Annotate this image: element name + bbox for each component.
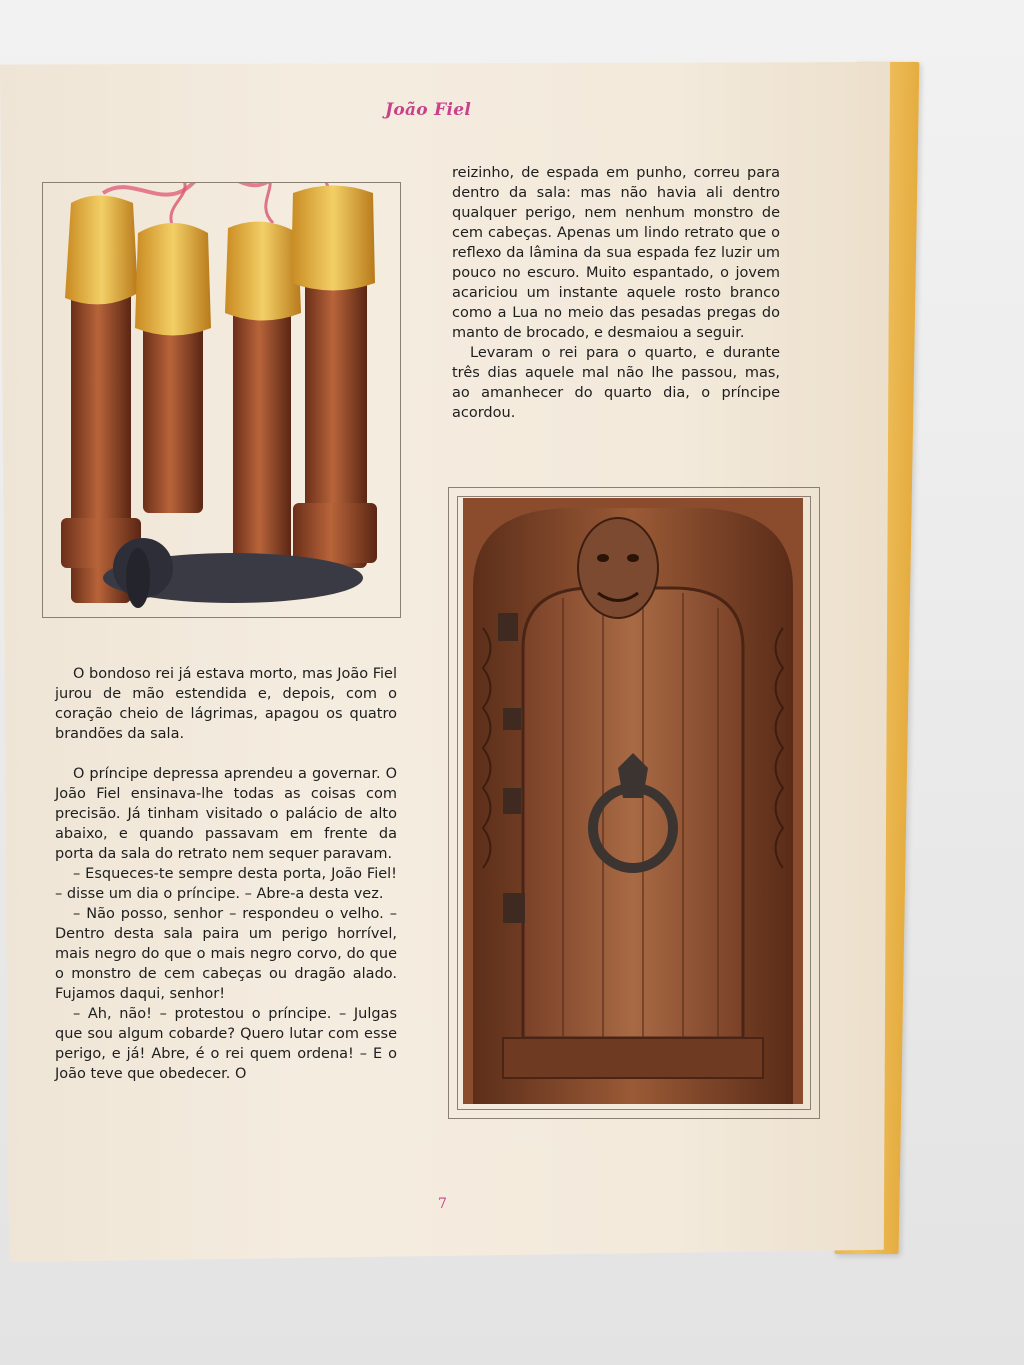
- right-column-text: [452, 163, 780, 423]
- paragraph: reizinho, de espada em punho, correu para dentro da sala: mas não havia ali dentro qualquer perigo, nem nenhum monstro de cem cabeças. Apenas um lindo retrato que o reflexo da lâmina da sua espada fez luzir um pouco no escuro. Muito espantado, o jovem acariciou um instante aquele rosto branco como a Lua no meio das pesadas pregas do manto de brocado, e desmaiou a seguir.: [452, 165, 780, 341]
- page-number: 7: [438, 1196, 447, 1212]
- paragraph: – Esqueces-te sempre desta porta, João Fiel! – disse um dia o príncipe. – Abre-a desta vez.: [55, 866, 397, 902]
- paragraph: Levaram o rei para o quarto, e durante três dias aquele mal não lhe passou, mas, ao amanhecer do quarto dia, o príncipe acordou.: [452, 345, 780, 421]
- door-illustration-frame: [448, 487, 820, 1119]
- paragraph: O bondoso rei já estava morto, mas João Fiel jurou de mão estendida e, depois, com o coração cheio de lágrimas, apagou os quatro brandões da sala.: [55, 666, 397, 742]
- carved-wooden-door-with-knocker-icon: [463, 498, 803, 1104]
- candelabra-columns-with-dog-icon: [43, 183, 400, 617]
- paragraph: – Não posso, senhor – respondeu o velho. – Dentro desta sala paira um perigo horrível, mais negro do que o mais negro corvo, do que o monstro de cem cabeças ou dragão alado. Fujamos daqui, senhor!: [55, 906, 397, 1002]
- running-title: João Fiel: [385, 100, 472, 120]
- paragraph: – Ah, não! – protestou o príncipe. – Julgas que sou algum cobarde? Quero lutar com esse perigo, e já! Abre, é o rei quem ordena! – E o João teve que obedecer. O: [55, 1006, 397, 1082]
- candles-illustration-frame: [42, 182, 401, 618]
- left-column-text: [55, 664, 397, 1084]
- paragraph: O príncipe depressa aprendeu a governar. O João Fiel ensinava-lhe todas as coisas com precisão. Já tinham visitado o palácio de alto abaixo, e quando passavam em frente da porta da sala do retrato nem sequer paravam.: [55, 766, 397, 862]
